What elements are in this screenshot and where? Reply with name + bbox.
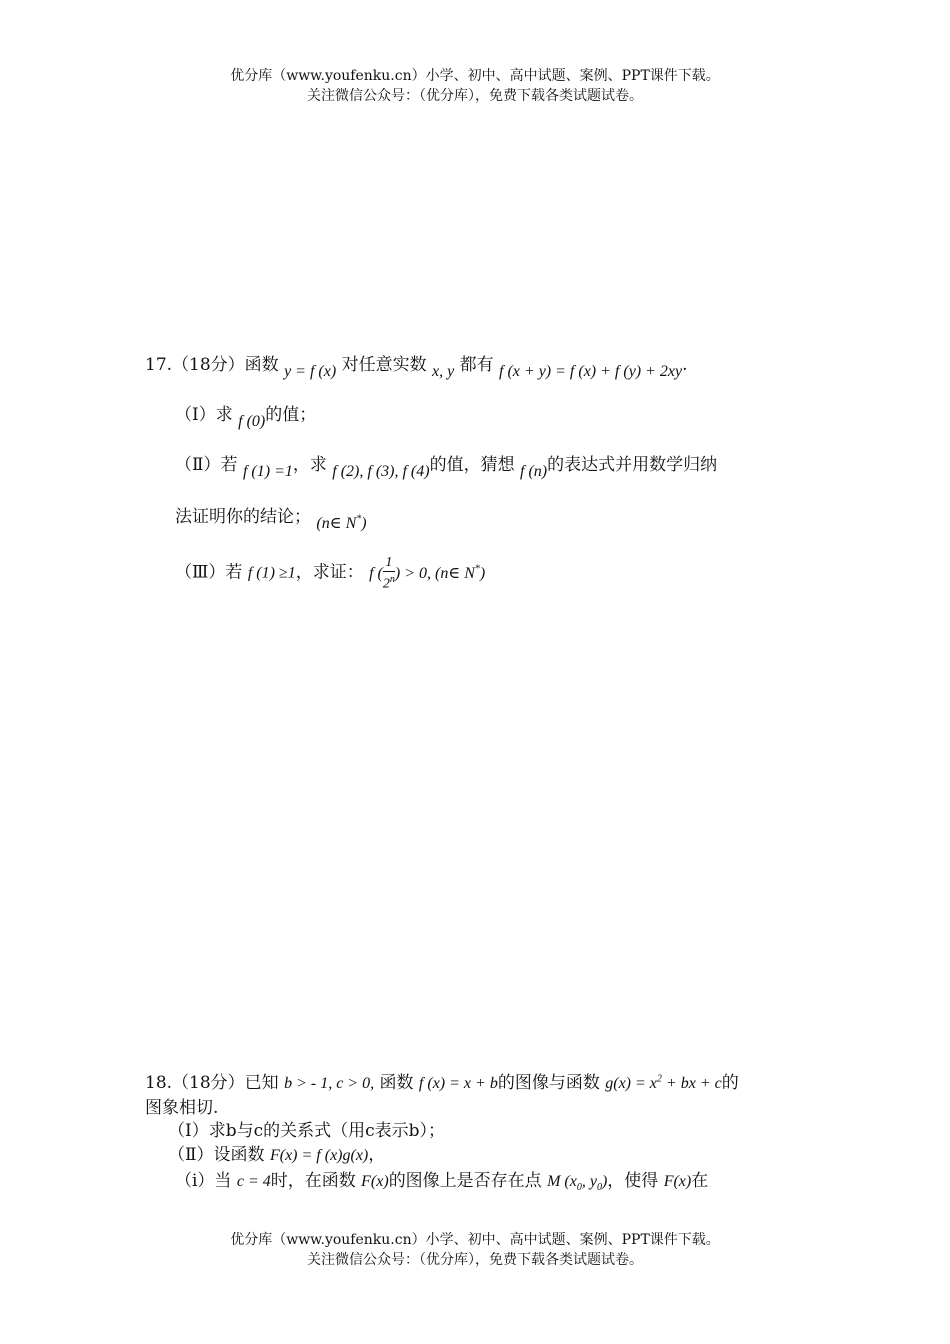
q17-text-1: 对任意实数 bbox=[341, 355, 427, 375]
header-line-1: 优分库（www.youfenku.cn）小学、初中、高中试题、案例、PPT课件下载。 bbox=[230, 68, 720, 84]
q17-p2-text-1: ，求 bbox=[292, 455, 327, 475]
q17-end: . bbox=[682, 355, 688, 375]
q17-p3-den-base: 2 bbox=[382, 576, 390, 592]
q17-p3-num: 1 bbox=[383, 555, 395, 572]
q17-formula-main: f (x + y) = f (x) + f (y) + 2xy bbox=[499, 363, 683, 380]
q17-p2-formula-3: f (n) bbox=[520, 463, 548, 480]
q18-text-3: 的 bbox=[721, 1073, 739, 1093]
q17-p2-label: （Ⅱ）若 bbox=[175, 455, 238, 475]
q17-part-2 bbox=[175, 450, 718, 480]
q18-pi-f3a: M (x bbox=[547, 1173, 577, 1190]
q17-p1-formula: f (0) bbox=[238, 413, 266, 430]
q17-p2-formula-4 bbox=[316, 515, 366, 532]
q18-pi-f3b: , y bbox=[581, 1173, 597, 1190]
header-line-2: 关注微信公众号：（优分库），免费下载各类试题试卷。 bbox=[307, 88, 643, 104]
q17-p2-line2: 法证明你的结论； bbox=[175, 507, 311, 527]
q17-p2-formula-2: f (2), f (3), f (4) bbox=[332, 463, 430, 480]
footer-line-1: 优分库（www.youfenku.cn）小学、初中、高中试题、案例、PPT课件下载。 bbox=[230, 1232, 720, 1248]
q17-p3-text-1: ，求证： bbox=[295, 562, 364, 583]
q17-label: 17.（18分）函数 bbox=[145, 355, 279, 375]
q17-part-3 bbox=[175, 555, 485, 593]
q17-p3-f2b: ) > 0, (n∈ N bbox=[394, 564, 475, 582]
q17-p3-sup: * bbox=[474, 563, 480, 575]
q18-f3a: g(x) = x bbox=[605, 1075, 657, 1092]
q18-pi-formula-3 bbox=[547, 1173, 608, 1194]
q17-p3-den-sup: n bbox=[389, 574, 395, 585]
q18-formula-2: f (x) = x + b bbox=[418, 1075, 498, 1092]
q18-part-2-i bbox=[175, 1166, 708, 1193]
q18-label: 18.（18分）已知 bbox=[145, 1073, 279, 1093]
q18-text-1: 函数 bbox=[379, 1073, 414, 1093]
q18-formula-1: b > - 1, c > 0, bbox=[284, 1075, 375, 1092]
page-header bbox=[0, 66, 950, 106]
q18-f3b: + bx + c bbox=[661, 1075, 722, 1092]
q17-part-2-cont bbox=[175, 502, 367, 532]
q18-stem-cont: 图象相切. bbox=[145, 1098, 219, 1118]
q17-p3-label: （Ⅲ）若 bbox=[175, 562, 243, 583]
footer-line-2: 关注微信公众号：（优分库），免费下载各类试题试卷。 bbox=[307, 1252, 643, 1268]
q17-text-2: 都有 bbox=[459, 355, 494, 375]
q18-stem bbox=[145, 1068, 739, 1093]
q17-p3-f2a: f ( bbox=[369, 564, 383, 582]
q17-part-1 bbox=[175, 400, 317, 430]
q18-pi-text-2: 的图像上是否存在点 bbox=[388, 1171, 542, 1191]
q17-p3-fraction bbox=[383, 555, 395, 593]
q18-pi-formula-4: F(x) bbox=[663, 1173, 692, 1190]
q17-p1-text: 的值； bbox=[265, 405, 317, 425]
q17-p2-f4-main: (n∈ N bbox=[316, 515, 357, 532]
page-footer bbox=[0, 1230, 950, 1270]
q17-p3-den bbox=[383, 572, 395, 593]
q17-stem bbox=[145, 350, 688, 380]
q17-p3-end: ) bbox=[479, 564, 486, 582]
q18-formula-3 bbox=[605, 1075, 721, 1092]
q18-part-1: （Ⅰ）求b与c的关系式（用c表示b）； bbox=[168, 1121, 446, 1141]
q17-p2-f4-end: ) bbox=[361, 515, 367, 532]
q18-text-2: 的图像与函数 bbox=[497, 1073, 600, 1093]
q17-p2-f4-sup: * bbox=[356, 513, 362, 525]
q18-pi-text-4: 在 bbox=[691, 1171, 709, 1191]
q17-p1-label: （Ⅰ）求 bbox=[175, 405, 233, 425]
q18-pi-formula-2: F(x) bbox=[361, 1173, 389, 1190]
q18-pi-f3c: ) bbox=[601, 1173, 608, 1190]
q17-p2-text-2: 的值，猜想 bbox=[429, 455, 515, 475]
q18-pi-sub1: 0 bbox=[576, 1182, 582, 1194]
q17-formula-xy: x, y bbox=[432, 363, 455, 380]
q17-p2-formula-1: f (1) =1 bbox=[242, 463, 293, 480]
q18-pi-label: （ⅰ）当 bbox=[175, 1171, 232, 1191]
q18-part-2 bbox=[168, 1140, 385, 1165]
q17-p2-text-3: 的表达式并用数学归纳 bbox=[547, 455, 718, 475]
q17-formula-y: y = f (x) bbox=[284, 363, 337, 380]
q17-p3-formula-1: f (1) ≥1 bbox=[247, 564, 296, 582]
q18-pi-sub2: 0 bbox=[596, 1182, 602, 1194]
q18-pi-text-3: ，使得 bbox=[607, 1171, 659, 1191]
q18-p2-label: （Ⅱ）设函数 bbox=[168, 1145, 265, 1165]
q18-f3-sup: 2 bbox=[656, 1073, 662, 1085]
q18-pi-formula-1: c = 4 bbox=[236, 1173, 271, 1190]
q18-pi-text-1: 时，在函数 bbox=[270, 1171, 356, 1191]
q18-p2-end: ， bbox=[368, 1145, 386, 1165]
q18-p2-formula: F(x) = f (x)g(x) bbox=[269, 1147, 369, 1164]
q17-p3-formula-2 bbox=[369, 555, 486, 592]
